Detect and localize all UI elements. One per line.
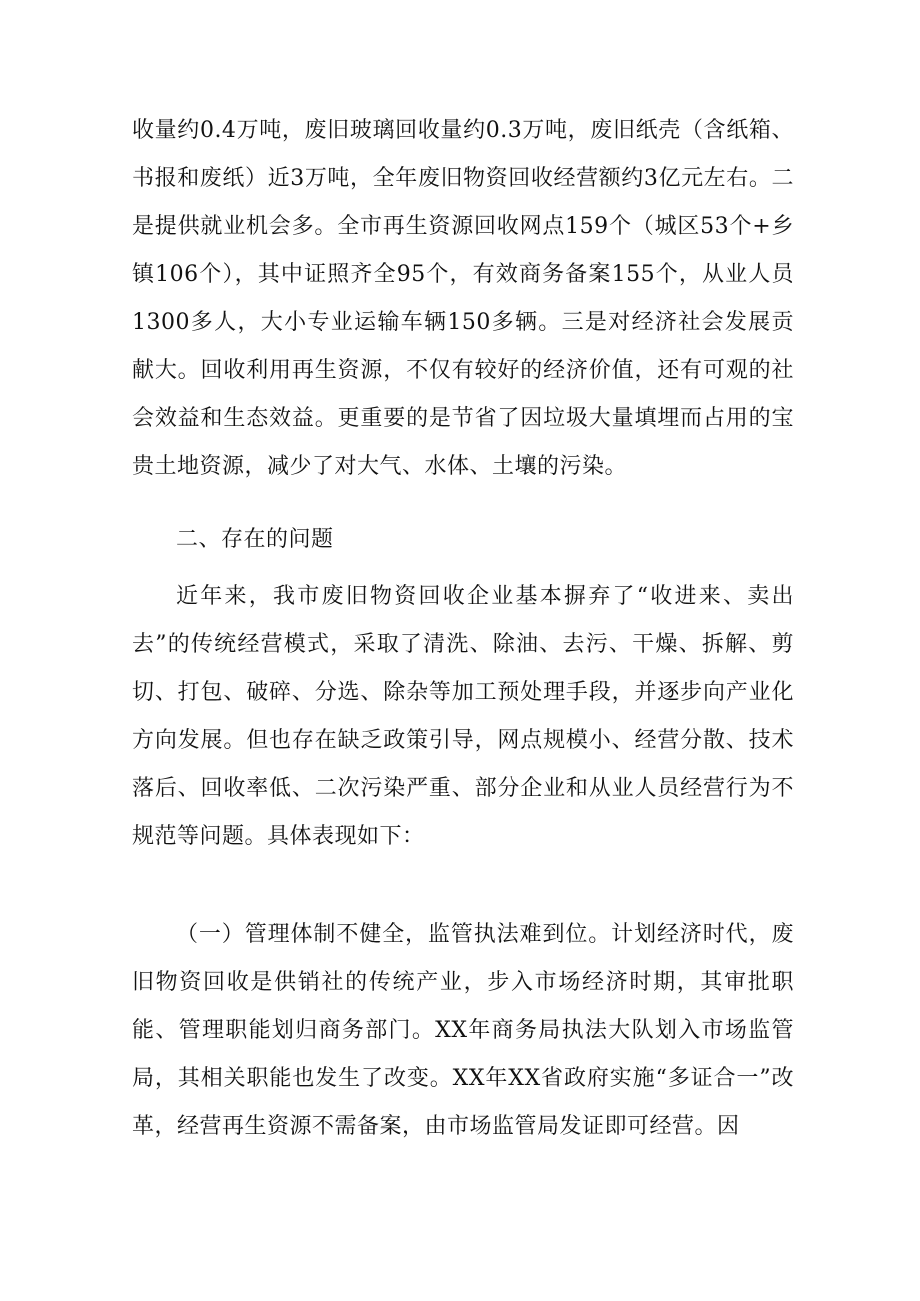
body-paragraph-management-system: （一）管理体制不健全，监管执法难到位。计划经济时代，废旧物资回收是供销社的传统产业，步入市场经济时期，其审批职能、管理职能划归商务部门。XX年商务局执法大队划入市场监管局，其相关职能也发生了改变。XX年XX省政府实施“多证合一”改革，经营再生资源不需备案，由市场监管局发证即可经营。因: [132, 922, 794, 1139]
body-paragraph-problems-overview: 近年来，我市废旧物资回收企业基本摒弃了“收进来、卖出去”的传统经营模式，采取了清洗、除油、去污、干燥、拆解、剪切、打包、破碎、分选、除杂等加工预处理手段，并逐步向产业化方向发展。但也存在缺乏政策引导，网点规模小、经营分散、技术落后、回收率低、二次污染严重、部分企业和从业人员经营行为不规范等问题。具体表现如下：: [132, 584, 794, 849]
body-paragraph-recycling-benefits: 收量约0.4万吨，废旧玻璃回收量约0.3万吨，废旧纸壳（含纸箱、书报和废纸）近3万吨，全年废旧物资回收经营额约3亿元左右。二是提供就业机会多。全市再生资源回收网点159个（城区53个+乡镇106个），其中证照齐全95个，有效商务备案155个，从业人员1300多人，大小专业运输车辆150多辆。三是对经济社会发展贡献大。回收利用再生资源，不仅有较好的经济价值，还有可观的社会效益和生态效益。更重要的是节省了因垃圾大量填埋而占用的宝贵土地资源，减少了对大气、水体、土壤的污染。: [132, 118, 794, 479]
section-heading-existing-problems: 二、存在的问题: [176, 527, 334, 552]
